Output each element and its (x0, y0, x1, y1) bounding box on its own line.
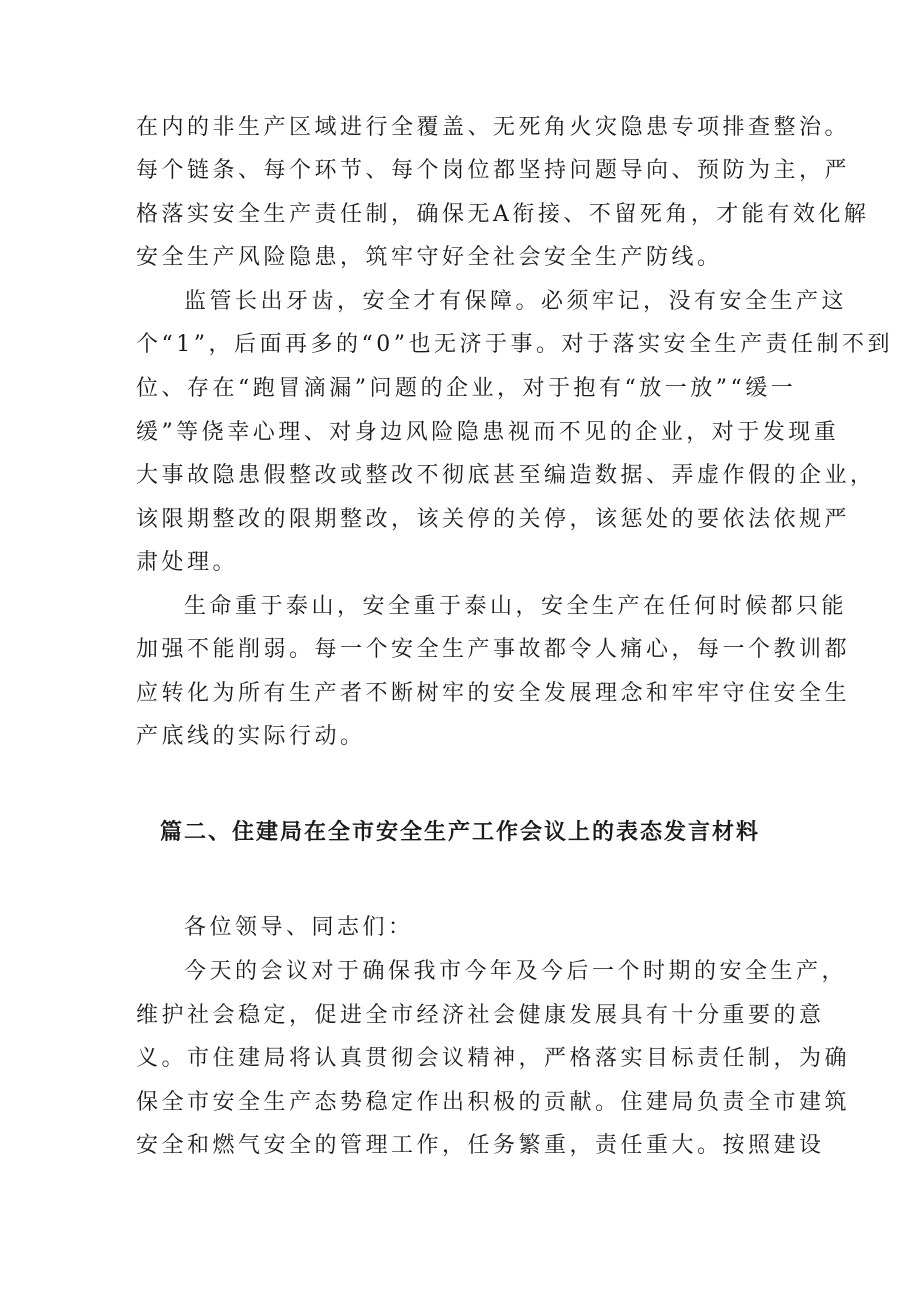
paragraph-line: 在内的非生产区域进行全覆盖、无死角火灾隐患专项排查整治。 (136, 115, 851, 140)
paragraph-line: 个“1”，后面再多的“0”也无济于事。对于落实安全生产责任制不到 (136, 332, 893, 357)
paragraph-line: 监管长出牙齿，安全才有保障。必须牢记，没有安全生产这 (184, 289, 848, 314)
paragraph-line: 大事故隐患假整改或整改不彻底甚至编造数据、弄虚作假的企业， (136, 463, 876, 488)
paragraph-line: 位、存在“跑冒滴漏”问题的企业，对于抱有“放一放”“缓一 (136, 376, 797, 401)
paragraph-line: 保全市安全生产态势稳定作出积极的贡献。住建局负责全市建筑 (136, 1090, 851, 1115)
paragraph-line: 维护社会稳定，促进全市经济社会健康发展具有十分重要的意 (136, 1003, 825, 1028)
paragraph-line: 该限期整改的限期整改，该关停的关停，该惩处的要依法依规严 (136, 507, 851, 532)
section-title: 篇二、住建局在全市安全生产工作会议上的表态发言材料 (159, 819, 760, 845)
paragraph-line: 生命重于泰山，安全重于泰山，安全生产在任何时候都只能 (184, 594, 848, 619)
salutation: 各位领导、同志们： (184, 915, 414, 940)
paragraph-line: 缓”等侥幸心理、对身边风险隐患视而不见的企业，对于发现重 (136, 420, 840, 445)
paragraph-line: 肃处理。 (136, 550, 239, 575)
paragraph-line: 格落实安全生产责任制，确保无A衔接、不留死角，才能有效化解 (136, 202, 870, 227)
paragraph-line: 产底线的实际行动。 (136, 724, 366, 749)
paragraph-line: 安全生产风险隐患，筑牢守好全社会安全生产防线。 (136, 245, 723, 270)
paragraph-line: 每个链条、每个环节、每个岗位都坚持问题导向、预防为主，严 (136, 158, 851, 183)
paragraph-line: 应转化为所有生产者不断树牢的安全发展理念和牢牢守住安全生 (136, 681, 851, 706)
paragraph-line: 今天的会议对于确保我市今年及今后一个时期的安全生产， (184, 959, 848, 984)
paragraph-line: 安全和燃气安全的管理工作，任务繁重，责任重大。按照建设 (136, 1133, 825, 1158)
paragraph-line: 加强不能削弱。每一个安全生产事故都令人痛心，每一个教训都 (136, 637, 851, 662)
paragraph-line: 义。市住建局将认真贯彻会议精神，严格落实目标责任制，为确 (136, 1046, 851, 1071)
